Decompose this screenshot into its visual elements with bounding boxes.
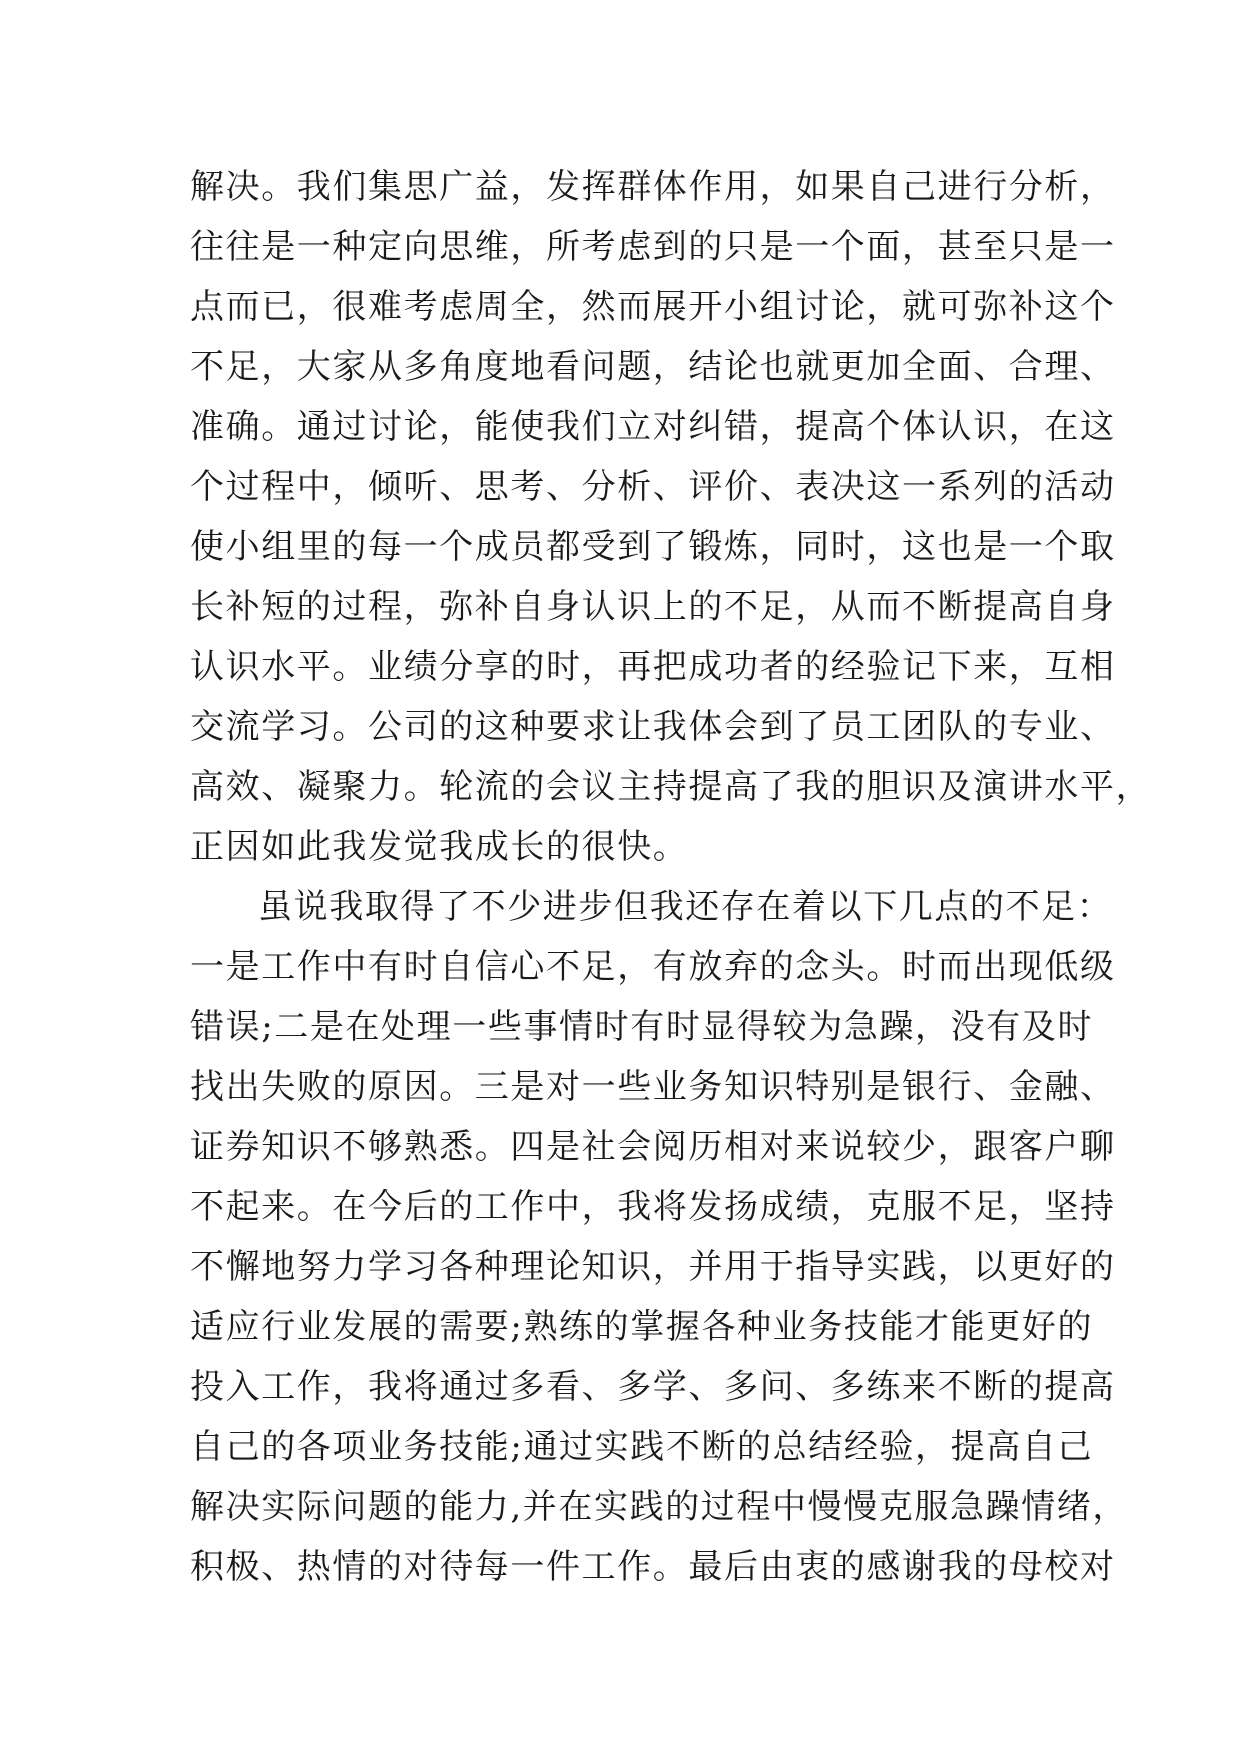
text-line: 积极、热情的对待每一件工作。最后由衷的感谢我的母校对 bbox=[190, 1547, 1116, 1587]
text-line: 解决实际问题的能力,并在实践的过程中慢慢克服急躁情绪， bbox=[190, 1487, 1129, 1527]
text-line: 高效、凝聚力。轮流的会议主持提高了我的胆识及演讲水平， bbox=[190, 767, 1152, 807]
text-line: 自己的各项业务技能;通过实践不断的总结经验，提高自己 bbox=[190, 1427, 1094, 1467]
text-line: 一是工作中有时自信心不足，有放弃的念头。时而出现低级 bbox=[190, 947, 1116, 987]
text-line: 不起来。在今后的工作中，我将发扬成绩，克服不足，坚持 bbox=[190, 1187, 1116, 1227]
paragraph-1 bbox=[190, 157, 1152, 877]
text-line: 正因如此我发觉我成长的很快。 bbox=[190, 827, 689, 867]
text-line: 解决。我们集思广益，发挥群体作用，如果自己进行分析， bbox=[190, 167, 1116, 207]
text-line: 找出失败的原因。三是对一些业务知识特别是银行、金融、 bbox=[190, 1067, 1116, 1107]
text-line: 虽说我取得了不少进步但我还存在着以下几点的不足： bbox=[258, 887, 1113, 927]
paragraph-2 bbox=[190, 877, 1129, 1597]
text-line: 长补短的过程，弥补自身认识上的不足，从而不断提高自身 bbox=[190, 587, 1116, 627]
text-line: 适应行业发展的需要;熟练的掌握各种业务技能才能更好的 bbox=[190, 1307, 1094, 1347]
text-line: 不足，大家从多角度地看问题，结论也就更加全面、合理、 bbox=[190, 347, 1116, 387]
text-line: 投入工作，我将通过多看、多学、多问、多练来不断的提高 bbox=[190, 1367, 1116, 1407]
text-line: 使小组里的每一个成员都受到了锻炼，同时，这也是一个取 bbox=[190, 527, 1116, 567]
text-line: 点而已，很难考虑周全，然而展开小组讨论，就可弥补这个 bbox=[190, 287, 1116, 327]
text-line: 错误;二是在处理一些事情时有时显得较为急躁，没有及时 bbox=[190, 1007, 1094, 1047]
text-line: 不懈地努力学习各种理论知识，并用于指导实践，以更好的 bbox=[190, 1247, 1116, 1287]
text-line: 准确。通过讨论，能使我们立对纠错，提高个体认识，在这 bbox=[190, 407, 1116, 447]
text-line: 认识水平。业绩分享的时，再把成功者的经验记下来，互相 bbox=[190, 647, 1116, 687]
text-line: 证券知识不够熟悉。四是社会阅历相对来说较少，跟客户聊 bbox=[190, 1127, 1116, 1167]
text-line: 交流学习。公司的这种要求让我体会到了员工团队的专业、 bbox=[190, 707, 1116, 747]
text-line: 个过程中，倾听、思考、分析、评价、表决这一系列的活动 bbox=[190, 467, 1116, 507]
body-text bbox=[190, 157, 1152, 1597]
text-line: 往往是一种定向思维，所考虑到的只是一个面，甚至只是一 bbox=[190, 227, 1116, 267]
